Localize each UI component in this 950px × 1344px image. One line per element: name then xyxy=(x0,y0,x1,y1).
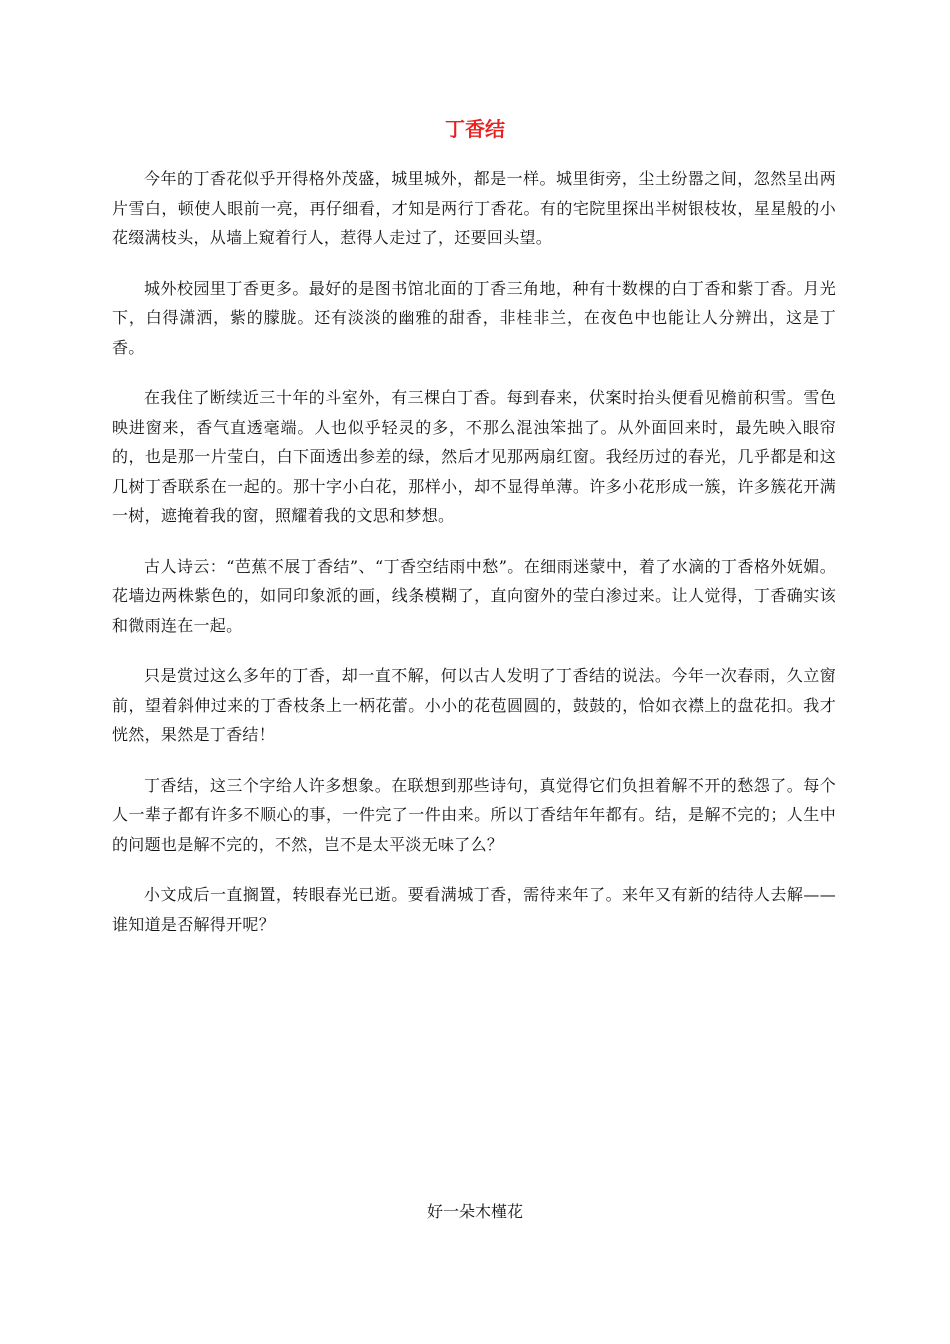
paragraph-6: 丁香结，这三个字给人许多想象。在联想到那些诗句，真觉得它们负担着解不开的愁怨了。每个人一辈子都有许多不顺心的事，一件完了一件由来。所以丁香结年年都有。结，是解不完的；人生中的问题也是解不完的，不然，岂不是太平淡无味了么？ xyxy=(112,775,836,854)
paragraph-2: 城外校园里丁香更多。最好的是图书馆北面的丁香三角地，种有十数棵的白丁香和紫丁香。月光下，白得潇洒，紫的朦胧。还有淡淡的幽雅的甜香，非桂非兰，在夜色中也能让人分辨出，这是丁香。 xyxy=(112,278,836,357)
paragraph-7: 小文成后一直搁置，转眼春光已逝。要看满城丁香，需待来年了。来年又有新的结待人去解——谁知道是否解得开呢？ xyxy=(112,885,836,934)
article-title: 丁香结 xyxy=(445,117,505,141)
article-body xyxy=(112,164,836,960)
paragraph-3: 在我住了断续近三十年的斗室外，有三棵白丁香。每到春来，伏案时抬头便看见檐前积雪。雪色映进窗来，香气直透毫端。人也似乎轻灵的多，不那么混浊笨拙了。从外面回来时，最先映入眼帘的，也是那一片莹白，白下面透出参差的绿，然后才见那两扇红窗。我经历过的春光，几乎都是和这几树丁香联系在一起的。那十字小白花，那样小，却不显得单薄。许多小花形成一簇，许多簇花开满一树，遮掩着我的窗，照耀着我的文思和梦想。 xyxy=(112,388,836,525)
paragraph-5: 只是赏过这么多年的丁香，却一直不解，何以古人发明了丁香结的说法。今年一次春雨，久立窗前，望着斜伸过来的丁香枝条上一柄花蕾。小小的花苞圆圆的，鼓鼓的，恰如衣襟上的盘花扣。我才恍然，果然是丁香结！ xyxy=(112,666,836,744)
paragraph-4: 古人诗云：“芭蕉不展丁香结”、“丁香空结雨中愁”。在细雨迷蒙中，着了水滴的丁香格外妩媚。花墙边两株紫色的，如同印象派的画，线条模糊了，直向窗外的莹白渗过来。让人觉得，丁香确实该和微雨连在一起。 xyxy=(112,556,836,635)
next-article-title: 好一朵木槿花 xyxy=(426,1202,523,1221)
paragraph-1: 今年的丁香花似乎开得格外茂盛，城里城外，都是一样。城里街旁，尘土纷嚣之间，忽然呈出两片雪白，顿使人眼前一亮，再仔细看，才知是两行丁香花。有的宅院里探出半树银枝妆，星星般的小花缀满枝头，从墙上窥着行人，惹得人走过了，还要回头望。 xyxy=(112,169,836,247)
